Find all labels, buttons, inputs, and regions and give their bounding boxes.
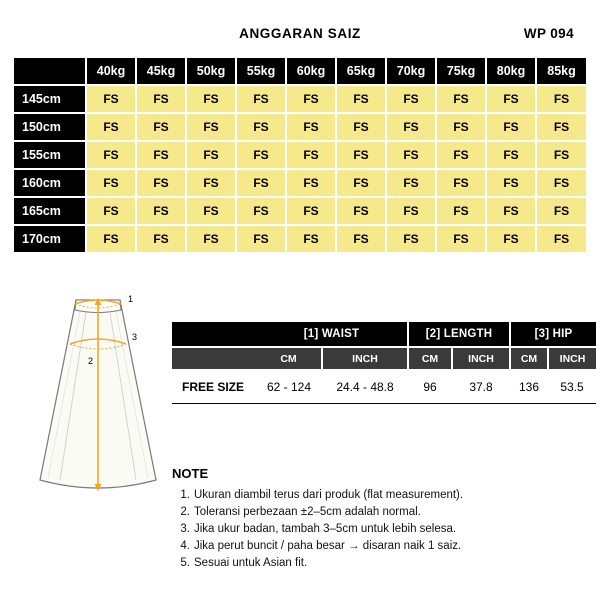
weight-header: 80kg — [486, 58, 536, 85]
size-cell: FS — [136, 225, 186, 252]
size-cell: FS — [286, 225, 336, 252]
size-cell: FS — [336, 113, 386, 141]
size-grid-table — [14, 58, 586, 252]
weight-header: 40kg — [86, 58, 136, 85]
size-cell: FS — [436, 225, 486, 252]
size-cell: FS — [236, 141, 286, 169]
marker-label-3: 3 — [132, 332, 138, 342]
unit-header-cm: CM — [510, 347, 548, 370]
size-cell: FS — [336, 197, 386, 225]
group-header-waist: [1] WAIST — [256, 322, 408, 347]
height-header: 165cm — [14, 197, 86, 225]
size-cell: FS — [436, 85, 486, 113]
size-cell: FS — [286, 197, 336, 225]
size-cell: FS — [386, 113, 436, 141]
size-cell: FS — [86, 141, 136, 169]
table-row — [14, 197, 586, 225]
size-cell: FS — [536, 225, 586, 252]
size-cell: FS — [136, 85, 186, 113]
note-number: 1. — [180, 489, 190, 501]
size-cell: FS — [336, 225, 386, 252]
size-cell: FS — [286, 169, 336, 197]
marker-label-2: 2 — [88, 356, 94, 366]
measurement-value: 96 — [408, 370, 452, 404]
weight-header: 85kg — [536, 58, 586, 85]
group-header-length: [2] LENGTH — [408, 322, 510, 347]
size-cell: FS — [386, 169, 436, 197]
size-cell: FS — [336, 169, 386, 197]
height-header: 170cm — [14, 225, 86, 252]
size-cell: FS — [236, 113, 286, 141]
note-text: Ukuran diambil terus dari produk (flat measurement). — [194, 489, 464, 501]
marker-label-1: 1 — [128, 294, 134, 304]
height-header: 150cm — [14, 113, 86, 141]
size-row-label: FREE SIZE — [172, 370, 256, 404]
table-row — [14, 225, 586, 252]
list-item — [180, 538, 582, 555]
page-title: ANGGARAN SAIZ — [239, 26, 361, 41]
size-cell: FS — [186, 113, 236, 141]
product-code: WP 094 — [523, 26, 574, 41]
note-text: Jika perut buncit / paha besar → disaran naik 1 saiz. — [194, 540, 462, 552]
size-cell: FS — [486, 141, 536, 169]
unit-corner — [172, 347, 256, 370]
measurement-value: 62 - 124 — [256, 370, 322, 404]
size-cell: FS — [136, 169, 186, 197]
table-row — [14, 141, 586, 169]
measurement-table — [172, 322, 596, 404]
note-text: Toleransi perbezaan ±2–5cm adalah normal. — [194, 506, 421, 518]
size-cell: FS — [436, 169, 486, 197]
size-cell: FS — [186, 85, 236, 113]
weight-header: 70kg — [386, 58, 436, 85]
note-text: Sesuai untuk Asian fit. — [194, 557, 308, 569]
size-cell: FS — [386, 85, 436, 113]
weight-header: 65kg — [336, 58, 386, 85]
weight-header: 55kg — [236, 58, 286, 85]
size-cell: FS — [486, 85, 536, 113]
unit-header-cm: CM — [408, 347, 452, 370]
height-header: 155cm — [14, 141, 86, 169]
measurement-value: 37.8 — [452, 370, 510, 404]
size-cell: FS — [86, 225, 136, 252]
measurement-unit-row — [172, 347, 596, 370]
unit-header-inch: INCH — [322, 347, 408, 370]
size-grid-header-row — [14, 58, 586, 85]
measurement-corner — [172, 322, 256, 347]
unit-header-inch: INCH — [452, 347, 510, 370]
size-cell: FS — [536, 113, 586, 141]
size-cell: FS — [386, 197, 436, 225]
weight-header: 50kg — [186, 58, 236, 85]
note-title: NOTE — [172, 466, 209, 481]
size-cell: FS — [186, 141, 236, 169]
note-number: 5. — [180, 557, 190, 569]
note-number: 2. — [180, 506, 190, 518]
weight-header: 60kg — [286, 58, 336, 85]
size-cell: FS — [136, 141, 186, 169]
list-item — [180, 504, 582, 521]
size-cell: FS — [236, 85, 286, 113]
list-item — [180, 521, 582, 538]
measurement-value: 136 — [510, 370, 548, 404]
size-cell: FS — [236, 169, 286, 197]
size-cell: FS — [286, 85, 336, 113]
size-cell: FS — [186, 197, 236, 225]
size-cell: FS — [436, 197, 486, 225]
table-row — [14, 85, 586, 113]
measurement-group-row — [172, 322, 596, 347]
size-cell: FS — [186, 225, 236, 252]
size-cell: FS — [486, 197, 536, 225]
list-item — [180, 487, 582, 504]
size-cell: FS — [486, 169, 536, 197]
size-cell: FS — [286, 113, 336, 141]
table-row — [172, 370, 596, 404]
height-header: 160cm — [14, 169, 86, 197]
note-text: Jika ukur badan, tambah 3–5cm untuk lebih selesa. — [194, 523, 457, 535]
header — [0, 26, 600, 48]
weight-header: 75kg — [436, 58, 486, 85]
size-cell: FS — [236, 225, 286, 252]
size-cell: FS — [186, 169, 236, 197]
size-cell: FS — [536, 85, 586, 113]
size-cell: FS — [536, 169, 586, 197]
note-number: 3. — [180, 523, 190, 535]
unit-header-inch: INCH — [548, 347, 596, 370]
size-cell: FS — [86, 197, 136, 225]
unit-header-cm: CM — [256, 347, 322, 370]
size-cell: FS — [386, 225, 436, 252]
note-number: 4. — [180, 540, 190, 552]
size-cell: FS — [86, 85, 136, 113]
size-cell: FS — [436, 141, 486, 169]
note-section — [172, 466, 582, 572]
measurement-value: 24.4 - 48.8 — [322, 370, 408, 404]
size-cell: FS — [486, 225, 536, 252]
skirt-illustration — [28, 282, 168, 512]
size-cell: FS — [136, 113, 186, 141]
measurement-value: 53.5 — [548, 370, 596, 404]
size-cell: FS — [86, 113, 136, 141]
list-item — [180, 555, 582, 572]
size-cell: FS — [236, 197, 286, 225]
size-cell: FS — [336, 141, 386, 169]
group-header-hip: [3] HIP — [510, 322, 596, 347]
table-row — [14, 169, 586, 197]
size-cell: FS — [336, 85, 386, 113]
size-cell: FS — [386, 141, 436, 169]
table-row — [14, 113, 586, 141]
size-cell: FS — [86, 169, 136, 197]
note-list — [172, 487, 582, 572]
size-grid-corner — [14, 58, 86, 85]
size-cell: FS — [486, 113, 536, 141]
size-cell: FS — [136, 197, 186, 225]
size-cell: FS — [286, 141, 336, 169]
size-cell: FS — [536, 141, 586, 169]
height-header: 145cm — [14, 85, 86, 113]
size-cell: FS — [536, 197, 586, 225]
size-cell: FS — [436, 113, 486, 141]
weight-header: 45kg — [136, 58, 186, 85]
